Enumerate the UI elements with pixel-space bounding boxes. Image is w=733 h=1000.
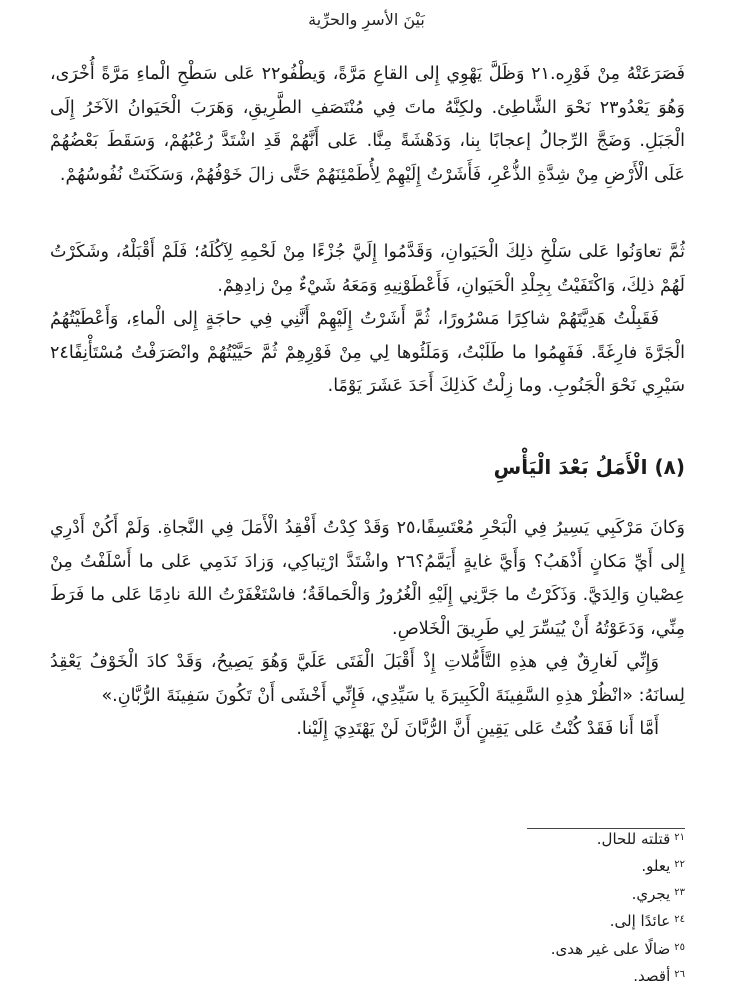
footnote-text: يجري. [631, 884, 671, 903]
paragraph: وَكانَ مَرْكَبِي يَسِيرُ فِي الْبَحْرِ مُعْتَسِفًا،٢٥ وَقَدْ كِدْتُ أَفْقِدُ الْأَمَلَ فِي النَّجاةِ. وَلَمْ أَكُنْ أَدْرِي إِلى أَيِّ مَكانٍ أَذْهَبُ؟ وَأَيَّ غايةٍ أَيَمَّمُ؟٢٦ واشْتَدَّ ارْتِباكِي، وَزادَ نَدَمِي عَلى ما أَسْلَفْتُ مِنْ عِصْيانِ وَالِدَيَّ. وَذَكَرْتُ ما جَرَّنِي إِلَيْهِ الْغُرُورُ وَالْحَماقَةُ؛ فاسْتَغْفَرْتُ اللهَ نادِمًا عَلى ما فَرَطَ مِنِّي، وَدَعَوْتُهُ أَنْ يُيَسِّرَ لِي طَرِيقَ الْخَلاصِ. [50, 518, 685, 639]
section-heading: (٨) الْأَمَلُ بَعْدَ الْيَأْسِ [493, 455, 685, 479]
body-section-1 [50, 58, 685, 192]
footnote-item [551, 881, 685, 908]
footnote-number: ٢٤ [674, 914, 685, 926]
footnote-text: قتلته للحال. [596, 830, 671, 848]
footnotes-list [551, 826, 685, 990]
footnote-item [551, 908, 685, 935]
footnote-item [551, 826, 685, 853]
body-section-3 [50, 512, 685, 747]
paragraph: وَإِنِّي لَغارِقٌ فِي هذِهِ التَّأَمُّلاتِ إِذْ أَقْبَلَ الْفَتَى عَلَيَّ وَهُوَ يَصِيحُ، وَقَدْ كادَ الْخَوْفُ يَعْقِدُ لِسانَهُ: «انْظُرْ هذِهِ السَّفِينَةَ الْكَبِيرَةَ يا سَيِّدِي، فَإِنِّي أَخْشَى أَنْ تَكُونَ سَفِينَةَ الرُّبَّانِ.» [50, 652, 685, 706]
footnote-text: ضالًا على غير هدى. [550, 939, 671, 958]
footnote-text: أقصد. [633, 966, 671, 985]
footnote-item [551, 963, 685, 990]
paragraph: ثُمَّ تعاوَنُوا عَلى سَلْخِ ذلِكَ الْحَيَوانِ، وَقَدَّمُوا إِلَيَّ جُزْءًا مِنْ لَحْمِهِ لِآكُلَهُ؛ فَلَمْ أَقْبَلْهُ، وشَكَرْتُ لَهُمْ ذلِكَ، وَاكْتَفَيْتُ بِجِلْدِ الْحَيَوانِ، فَأَعْطَوْنِيهِ وَمَعَهُ شَيْءٌ مِنْ زادِهِمْ. [50, 242, 685, 296]
footnote-number: ٢١ [674, 832, 685, 843]
body-section-2 [50, 236, 685, 404]
footnote-text: عائدًا إلى. [609, 912, 671, 931]
paragraph: فَقَبِلْتُ هَدِيَّتَهُمْ شاكِرًا مَسْرُورًا، ثُمَّ أَشَرْتُ إِلَيْهِمْ أَنَّنِي فِي حاجَةٍ إِلى الْماءِ، وَأَعْطَيْتُهُمُ الْجَرَّةَ فارِغَةً. فَفَهِمُوا ما طَلَبْتُ، وَمَلَئُوها لِي مِنْ فَوْرِهِمْ ثُمَّ حَيَّيْتُهُمْ وانْصَرَفْتُ مُسْتَأْنِفًا٢٤ سَيْرِي نَحْوَ الْجَنُوبِ. وما زِلْتُ كَذلِكَ أَحَدَ عَشَرَ يَوْمًا. [50, 309, 685, 396]
footnote-item [551, 853, 685, 880]
footnote-text: يعلو. [641, 857, 671, 876]
footnote-number: ٢٦ [674, 968, 685, 980]
footnote-number: ٢٣ [674, 886, 685, 898]
paragraph: أَمَّا أَنا فَقَدْ كُنْتُ عَلى يَقِينٍ أَنَّ الرُّبَّانَ لَنْ يَهْتَدِيَ إِلَيْنا. [296, 719, 659, 739]
footnote-item [551, 936, 685, 963]
paragraph: فَصَرَعَتْهُ مِنْ فَوْرِه.٢١ وَظَلَّ يَهْوِي إِلى القاعِ مَرَّةً، وَيطْفُو٢٢ عَلى سَطْحِ الْماءِ مَرَّةً أُخْرَى، وَهُوَ يَعْدُو٢٣ نَحْوَ الشَّاطِئ. ولكِنَّهُ ماتَ فِي مُنْتَصَفِ الطَّرِيقِ، وَهَرَبَ الْحَيَوانُ الآخَرُ إِلَى الْجَبَلِ. وَضَجَّ الرِّجالُ إعجابًا بِنا، وَدَهْشَةً مِنَّا. عَلى أَنَّهُمْ قَدِ اشْتَدَّ رُعْبُهُمْ، وَسَقَطَ بَعْضُهُمْ عَلَى الْأَرْضِ مِنْ شِدَّةِ الذُّعْرِ، فَأَشَرْتُ إِلَيْهِمْ لِأُطَمْئِنَهُمْ حَتَّى زالَ خَوْفُهُمْ، وَسَكَنَتْ نُفُوسُهُمْ. [50, 64, 686, 185]
footnote-number: ٢٢ [674, 859, 685, 871]
footnote-number: ٢٥ [674, 941, 685, 953]
running-header: بَيْنَ الأسرِ والحرِّية [308, 10, 425, 29]
